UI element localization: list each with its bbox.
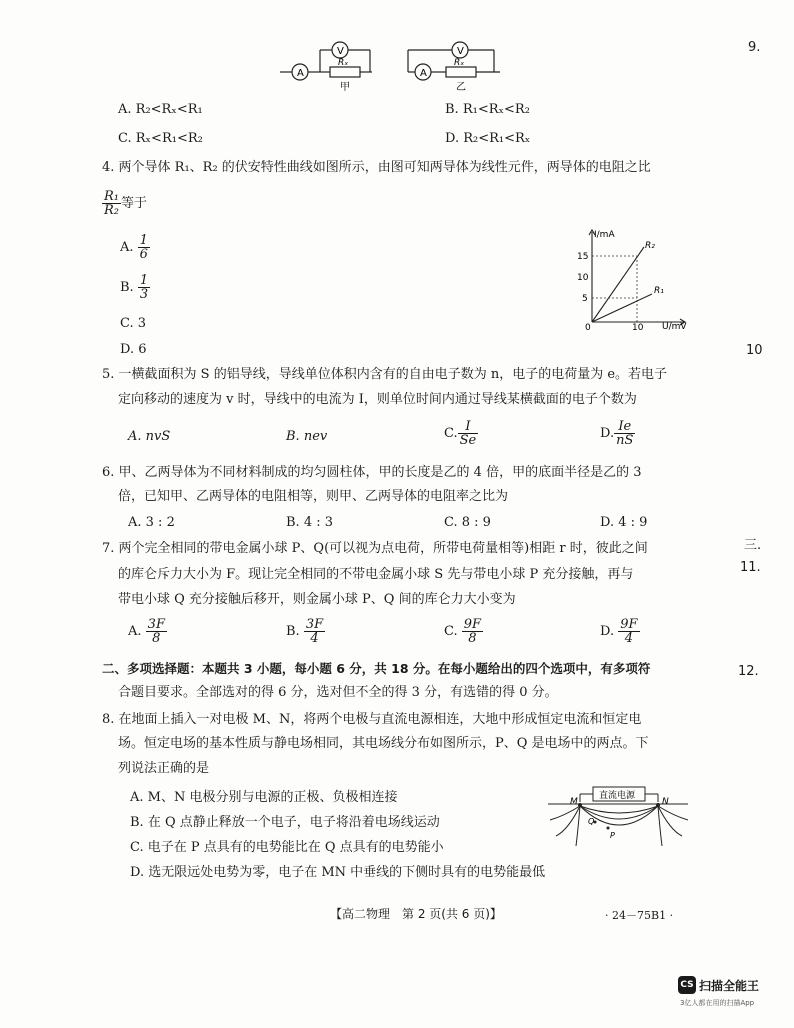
q3-option-d: D. R₂<R₁<Rₓ [445,131,531,146]
electric-field-figure [548,780,688,850]
q7-option-c: C. $\frac{9F}{8}$ [444,617,482,646]
yi-label: 乙 [456,82,466,93]
q7-option-d: D. $\frac{9F}{4}$ [600,617,638,646]
q5-line2: 定向移动的速度为 v 时，导线中的电流为 I，则单位时间内通过导线某横截面的电子个数为 [118,392,637,407]
origin-label: 0 [585,323,591,332]
rx-label-2: Rₓ [454,58,465,68]
q4-option-a: A. $\frac{1}{6}$ [120,233,148,262]
side-number-12: 12. [738,664,759,679]
q7-line1: 7. 两个完全相同的带电金属小球 P、Q(可以视为点电荷，所带电荷量相等)相距 r 时，彼此之间 [102,541,648,556]
q5-option-b: B. nev [286,429,328,444]
page-footer: 【高二物理 第 2 页(共 6 页)】 [330,907,502,921]
q6-option-a: A. 3 : 2 [128,515,175,530]
q4-option-b: B. $\frac{1}{3}$ [120,273,149,302]
q3-option-a: A. R₂<Rₓ<R₁ [118,102,203,117]
r2-label: R₂ [645,241,655,251]
circuit-diagrams [280,36,510,94]
q8-line3: 列说法正确的是 [118,761,210,776]
q7-line3: 带电小球 Q 充分接触后移开，则金属小球 P、Q 间的库仑力大小变为 [118,592,516,607]
scanner-watermark [678,975,770,1015]
iv-graph [572,226,706,332]
q6-line2: 倍，已知甲、乙两导体的电阻相等，则甲、乙两导体的电阻率之比为 [118,489,509,504]
q4-ratio-tail: 等于 [121,196,148,211]
q4-option-d: D. 6 [120,342,147,357]
x-tick-10: 10 [632,323,644,332]
p-label: P [610,831,615,840]
y-tick-10: 10 [577,273,589,283]
q3-option-b: B. R₁<Rₓ<R₂ [445,102,530,117]
q-label: Q [588,817,595,826]
q4-option-c: C. 3 [120,316,147,331]
r1-label: R₁ [654,286,664,296]
q7-line2: 的库仑斥力大小为 F。现让完全相同的不带电金属小球 S 先与带电小球 P 充分接触，再与 [118,567,634,582]
side-number-9: 9. [748,40,761,55]
q7-option-b: B. $\frac{3F}{4}$ [286,617,324,646]
section2-heading-line2: 合题目要求。全部选对的得 6 分，选对但不全的得 3 分，有选错的得 0 分。 [118,685,558,700]
q8-option-c: C. 电子在 P 点具有的电势能比在 Q 点具有的电势能小 [130,840,444,855]
q6-option-b: B. 4 : 3 [286,515,334,530]
section2-heading-line1: 二、多项选择题：本题共 3 小题，每小题 6 分，共 18 分。在每小题给出的四个选项中，有多项符 [102,661,651,676]
jia-label: 甲 [340,82,350,93]
q8-option-b: B. 在 Q 点静止释放一个电子，电子将沿着电场线运动 [130,815,440,830]
q7-option-a: A. $\frac{3F}{8}$ [128,617,165,646]
q5-option-c: C. $\frac{I}{Se}$ [444,419,477,448]
q3-option-c: C. Rₓ<R₁<R₂ [118,131,203,146]
y-tick-5: 5 [582,294,588,304]
side-section-3: 三. [744,538,762,553]
cs-logo-icon: CS [678,976,696,994]
page-code: · 24－75B1 · [605,909,674,922]
q8-option-a: A. M、N 电极分别与电源的正极、负极相连接 [130,790,398,805]
q4-stem: 4. 两个导体 R₁、R₂ 的伏安特性曲线如图所示，由图可知两导体为线性元件，两导体的电阻之比 [102,160,651,175]
q5-line1: 5. 一横截面积为 S 的铝导线，导线单位体积内含有的自由电子数为 n，电子的电荷量为 e。若电子 [102,367,668,382]
q8-line2: 场。恒定电场的基本性质与静电场相同，其电场线分布如图所示，P、Q 是电场中的两点。下 [118,736,649,751]
watermark-title: 扫描全能王 [699,979,760,993]
voltmeter-label-2: V [457,46,464,57]
n-label: N [662,797,669,807]
q6-option-c: C. 8 : 9 [444,515,491,530]
y-axis-label: I/mA [594,230,615,240]
side-number-10: 10 [746,343,763,358]
q6-option-d: D. 4 : 9 [600,515,648,530]
q6-line1: 6. 甲、乙两导体为不同材料制成的均匀圆柱体，甲的长度是乙的 4 倍，甲的底面半径是乙的 3 [102,465,642,480]
q4-ratio-fraction: $\frac{\text{R₁}}{\text{R₂}}$ [104,189,119,218]
q4-ratio [102,190,147,217]
q5-option-a: A. nvS [128,429,171,444]
voltmeter-label: V [337,46,344,57]
q8-line1: 8. 在地面上插入一对电极 M、N，将两个电极与直流电源相连，大地中形成恒定电流和恒定电 [102,712,642,727]
watermark-subtitle: 3亿人都在用的扫描App [680,999,755,1007]
x-axis-label: U/mV [662,322,687,332]
circuit-jia [280,42,372,80]
r2-line [592,247,644,322]
side-number-11: 11. [740,560,761,575]
y-tick-15: 15 [577,252,589,262]
ammeter-label-2: A [420,68,427,79]
dc-source-label: 直流电源 [599,791,636,801]
m-label: M [570,797,578,807]
q5-option-d: D. $\frac{Ie}{nS}$ [600,419,634,448]
q8-option-d: D. 选无限远处电势为零，电子在 MN 中垂线的下侧时具有的电势能最低 [130,865,546,880]
ammeter-label: A [297,68,304,79]
rx-label: Rₓ [338,58,349,68]
